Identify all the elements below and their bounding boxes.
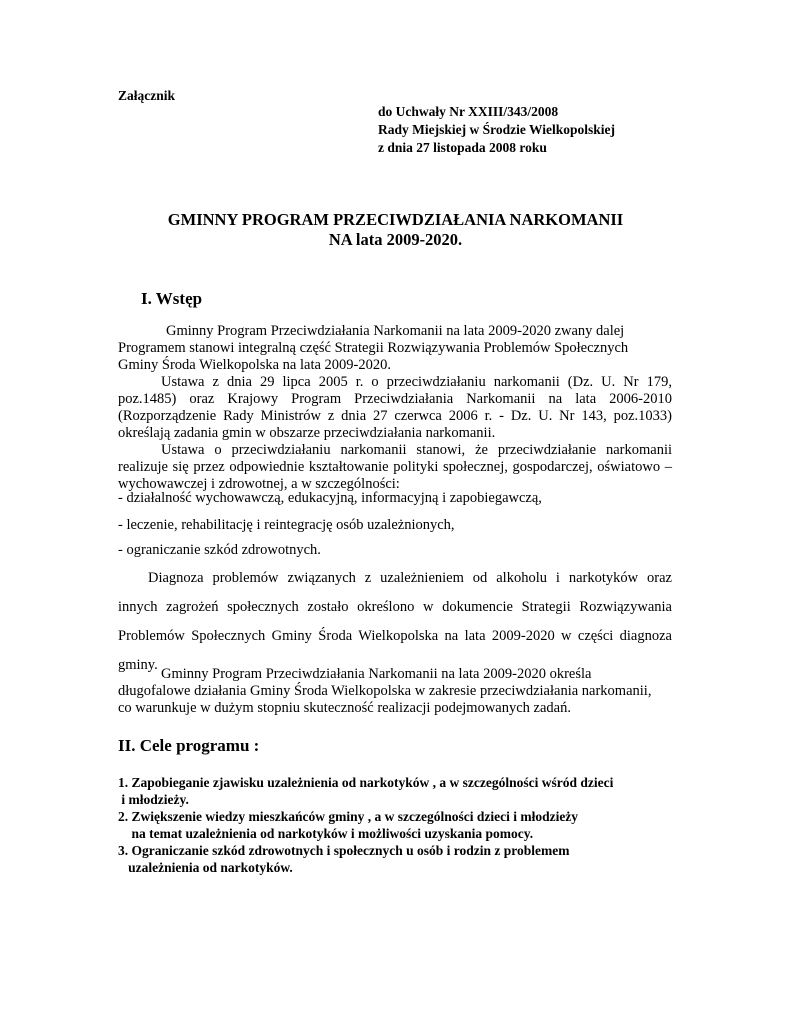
program-title-line2: NA lata 2009-2020. [328, 230, 463, 249]
goal-line: uzależnienia od narkotyków. [118, 860, 293, 875]
attachment-label: Załącznik [118, 88, 176, 103]
list-item: - ograniczanie szkód zdrowotnych. [118, 542, 321, 558]
paragraph-line: Ustawa z dnia 29 lipca 2005 r. o przeciwdziałaniu narkomanii (Dz. U. Nr 179, [161, 374, 672, 390]
paragraph-line: co warunkuje w dużym stopniu skuteczność realizacji podejmowanych zadań. [118, 700, 571, 716]
goal-item [118, 808, 678, 842]
list-item: - leczenie, rehabilitację i reintegrację osób uzależnionych, [118, 517, 455, 533]
paragraph-line: (Rozporządzenie Rady Ministrów z dnia 27 czerwca 2006 r. - Dz. U. Nr 143, poz.1033) [118, 408, 672, 424]
list-item: - działalność wychowawczą, edukacyjną, informacyjną i zapobiegawczą, [118, 490, 542, 506]
diagnosis-paragraph [118, 566, 672, 677]
paragraph-line: realizuje się przez odpowiednie kształtowanie polityki społecznej, gospodarczej, oświatowo – [118, 459, 672, 475]
section-1-heading: I. Wstęp [141, 289, 203, 308]
resolution-date: z dnia 27 listopada 2008 roku [378, 140, 547, 155]
goal-line: i młodzieży. [118, 792, 189, 807]
paragraph-line: Gminy Środa Wielkopolska na lata 2009-2020. [118, 357, 391, 373]
paragraph-line: Ustawa o przeciwdziałaniu narkomanii stanowi, że przeciwdziałanie narkomanii [161, 442, 672, 458]
goal-line: 3. Ograniczanie szkód zdrowotnych i społecznych u osób i rodzin z problemem [118, 843, 570, 858]
intro-paragraph-1 [118, 323, 672, 374]
paragraph-line: poz.1485) oraz Krajowy Program Przeciwdziałania Narkomanii na lata 2006-2010 [118, 391, 672, 407]
intro-paragraph-2 [118, 374, 672, 442]
paragraph-line: Problemów Społecznych Gminy Środa Wielkopolska na lata 2009-2020 w części diagnoza [118, 628, 672, 644]
program-title-line1: GMINNY PROGRAM PRZECIWDZIAŁANIA NARKOMANII [167, 210, 624, 229]
activity-list [118, 490, 672, 559]
goal-item [118, 774, 678, 808]
program-title [0, 210, 791, 250]
program-scope-paragraph [118, 666, 672, 717]
resolution-reference [378, 103, 615, 157]
resolution-number: do Uchwały Nr XXIII/343/2008 [378, 104, 559, 119]
goal-item [118, 842, 678, 876]
paragraph-line: określają zadania gmin w obszarze przeciwdziałania narkomanii. [118, 425, 496, 441]
paragraph-line: długofalowe działania Gminy Środa Wielkopolska w zakresie przeciwdziałania narkomanii, [118, 683, 652, 699]
resolution-council: Rady Miejskiej w Środzie Wielkopolskiej [378, 122, 616, 137]
goals-list [118, 774, 678, 876]
goal-line: na temat uzależnienia od narkotyków i możliwości uzyskania pomocy. [118, 826, 534, 841]
intro-paragraph-3 [118, 442, 672, 493]
goal-line: 1. Zapobieganie zjawisku uzależnienia od narkotyków , a w szczególności wśród dzieci [118, 775, 614, 790]
paragraph-line: Gminny Program Przeciwdziałania Narkomanii na lata 2009-2020 określa [161, 666, 592, 682]
goal-line: 2. Zwiększenie wiedzy mieszkańców gminy , a w szczególności dzieci i młodzieży [118, 809, 579, 824]
paragraph-line: Programem stanowi integralną część Strategii Rozwiązywania Problemów Społecznych [118, 340, 629, 356]
paragraph-line: wychowawczej i zdrowotnej, a w szczególności: [118, 476, 400, 492]
paragraph-line: Diagnoza problemów związanych z uzależnieniem od alkoholu i narkotyków oraz [148, 570, 672, 586]
section-2-heading: II. Cele programu : [118, 736, 260, 755]
paragraph-line: Gminny Program Przeciwdziałania Narkomanii na lata 2009-2020 zwany dalej [166, 323, 625, 339]
paragraph-line: innych zagrożeń społecznych zostało określono w dokumencie Strategii Rozwiązywania [118, 599, 672, 615]
paragraph-line: gminy. [118, 657, 158, 673]
